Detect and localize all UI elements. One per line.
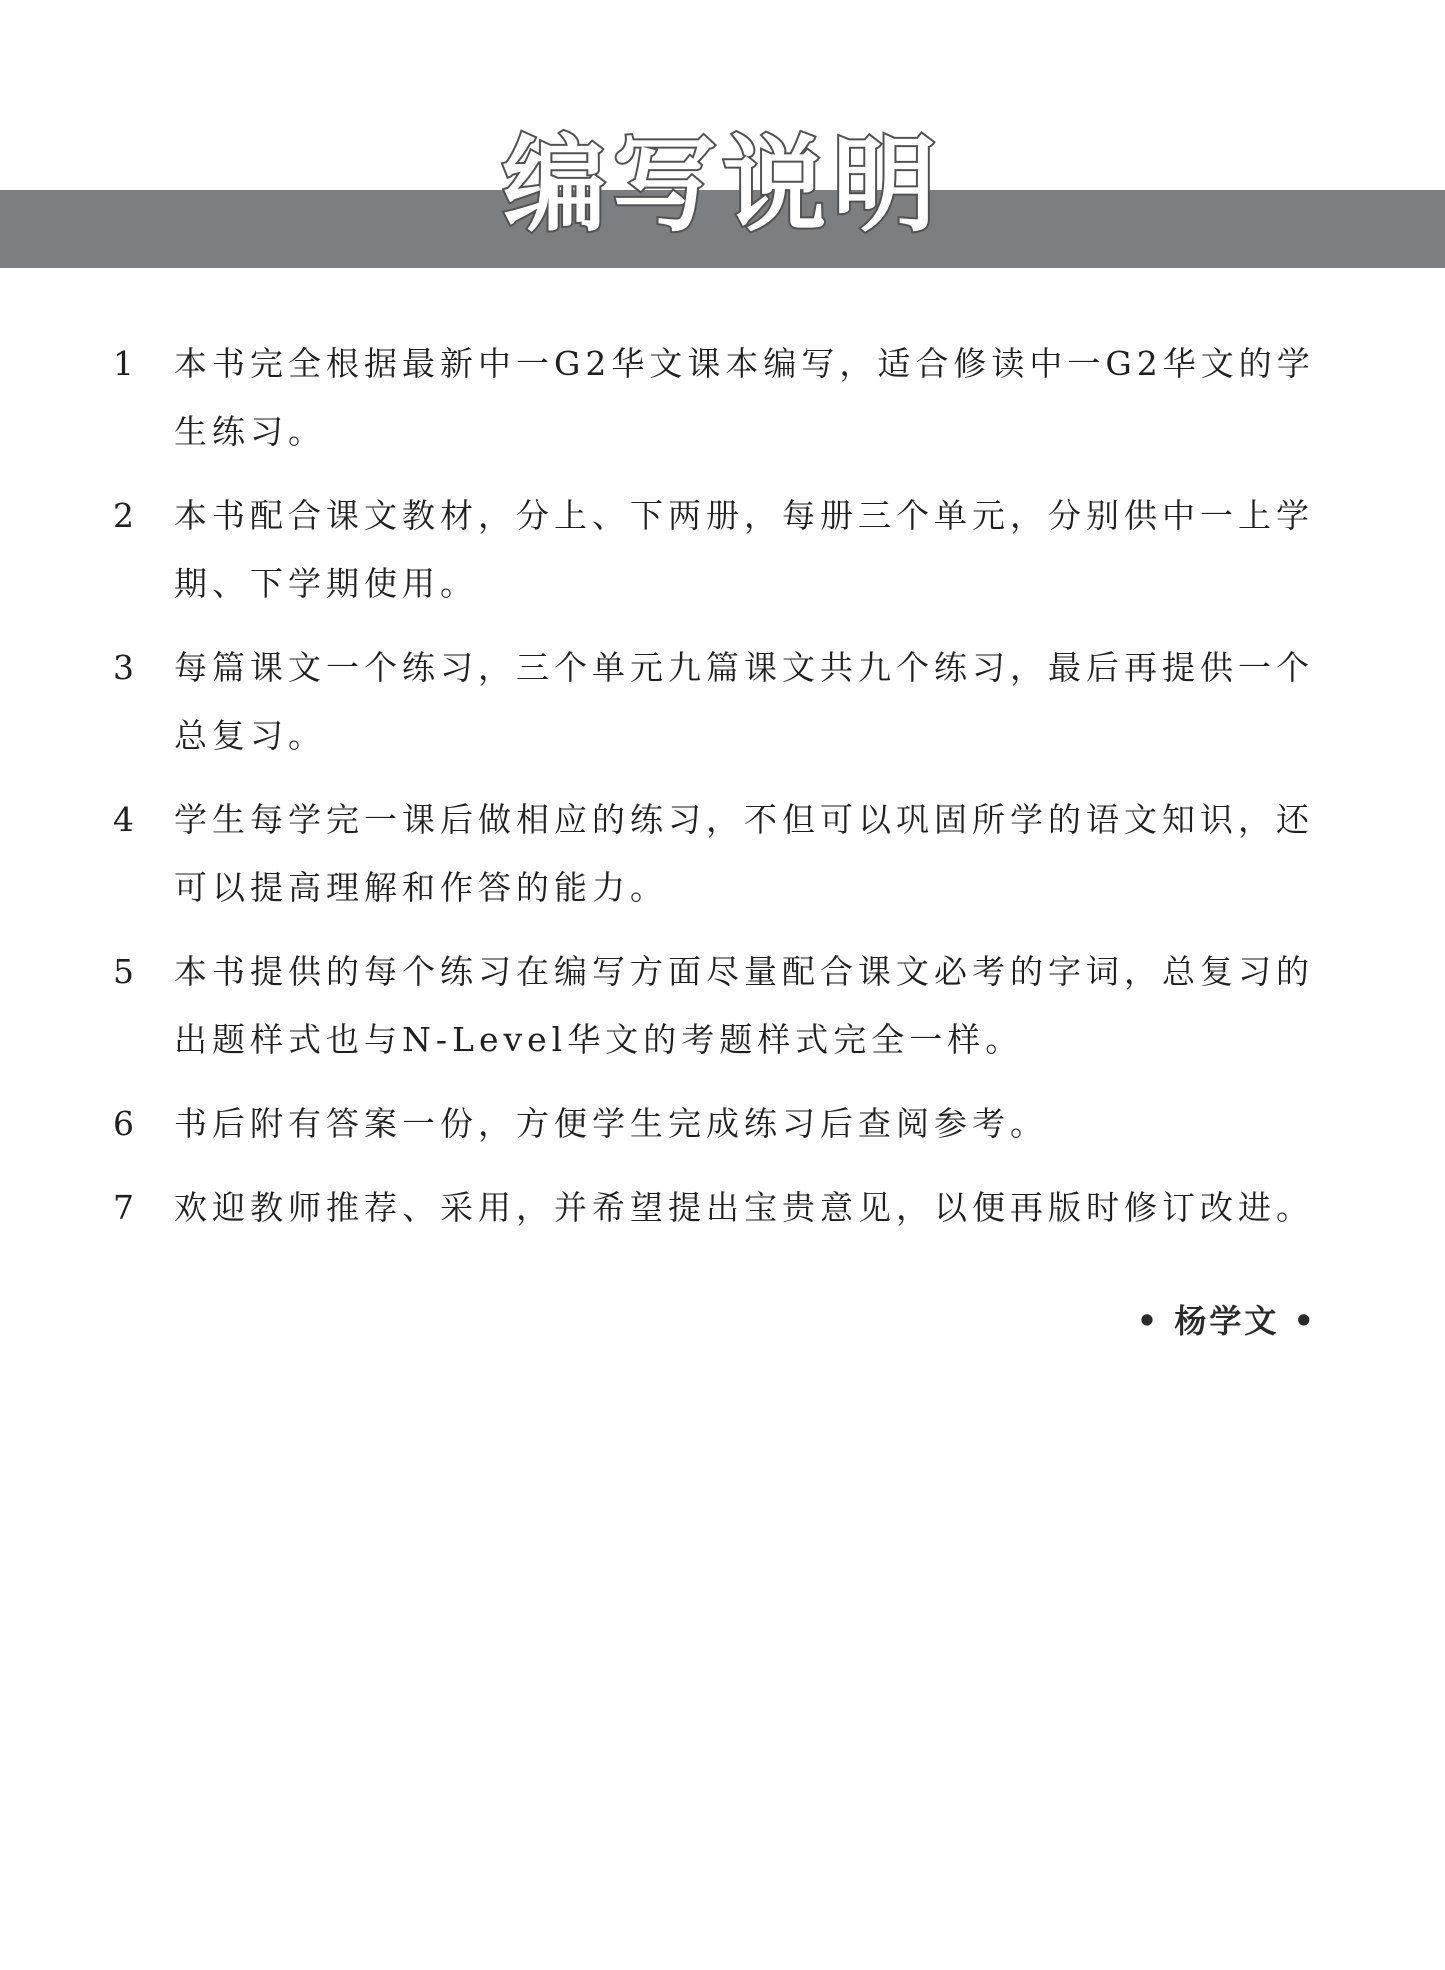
item-number: 7	[113, 1188, 134, 1227]
item-number: 6	[113, 1104, 134, 1143]
item-text: 本书提供的每个练习在编写方面尽量配合课文必考的字词，总复习的出题样式也与N-Level华文的考题样式完全一样。	[174, 952, 1314, 1059]
page-title: 编写说明	[502, 124, 943, 246]
item-text: 每篇课文一个练习，三个单元九篇课文共九个练习，最后再提供一个总复习。	[174, 648, 1314, 755]
item-number: 2	[113, 496, 134, 535]
item-text: 欢迎教师推荐、采用，并希望提出宝贵意见，以便再版时修订改进。	[174, 1188, 1314, 1227]
list-item	[108, 634, 1338, 770]
list-item	[108, 938, 1338, 1074]
item-text: 书后附有答案一份，方便学生完成练习后查阅参考。	[174, 1104, 1048, 1143]
list-item	[108, 482, 1338, 618]
list-item	[108, 330, 1338, 466]
item-number: 5	[113, 952, 134, 991]
list-item	[108, 786, 1338, 922]
list-item	[108, 1174, 1338, 1242]
item-number: 1	[113, 344, 134, 383]
item-text: 本书配合课文教材，分上、下两册，每册三个单元，分别供中一上学期、下学期使用。	[174, 496, 1314, 603]
item-number: 3	[113, 648, 134, 687]
item-text: 学生每学完一课后做相应的练习，不但可以巩固所学的语文知识，还可以提高理解和作答的能力。	[174, 800, 1314, 907]
author-signature: • 杨学文 •	[1136, 1302, 1317, 1340]
list-item	[108, 1090, 1338, 1158]
item-text: 本书完全根据最新中一G2华文课本编写，适合修读中一G2华文的学生练习。	[174, 344, 1315, 451]
item-number: 4	[113, 800, 134, 839]
instruction-list	[108, 330, 1338, 1258]
